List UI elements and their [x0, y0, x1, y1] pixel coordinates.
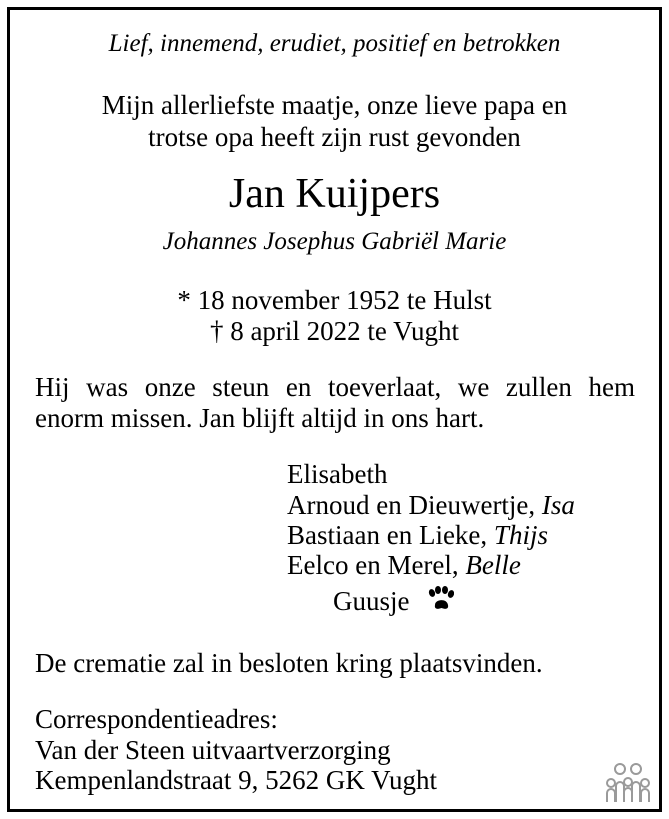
correspondence-label: Correspondentieadres: [35, 704, 278, 734]
death-date: † 8 april 2022 te Vught [209, 316, 460, 346]
tribute-line-2: enorm missen. Jan blijft altijd in ons hart. [35, 403, 485, 433]
tribute-line-1: Hij was onze steun en toeverlaat, we zullen hem [35, 372, 635, 402]
family-names: Arnoud en Dieuwertje, [287, 490, 542, 520]
family-member [287, 520, 548, 551]
family-names: Elisabeth [287, 459, 388, 489]
intro-line-1: Mijn allerliefste maatje, onze lieve papa en [101, 90, 568, 120]
birth-date: * 18 november 1952 te Hulst [177, 285, 492, 315]
grandchild-name: Thijs [493, 520, 548, 550]
family-member [287, 459, 387, 490]
grandchild-name: Isa [541, 490, 575, 520]
family-logo-icon [604, 762, 652, 804]
deceased-name: Jan Kuijpers [228, 171, 441, 217]
family-member [287, 490, 575, 521]
family-names: Bastiaan en Lieke, [287, 520, 494, 550]
pet-name: Guusje [333, 586, 410, 616]
motto: Lief, innemend, erudiet, positief en betrokken [108, 30, 561, 57]
deceased-full-name: Johannes Josephus Gabriël Marie [162, 228, 507, 255]
correspondence-company: Van der Steen uitvaartverzorging [35, 735, 391, 765]
correspondence-address: Kempenlandstraat 9, 5262 GK Vught [35, 765, 438, 795]
family-names: Eelco en Merel, [287, 550, 466, 580]
intro-line-2: trotse opa heeft zijn rust gevonden [148, 122, 521, 152]
grandchild-name: Belle [465, 550, 521, 580]
paw-icon [426, 586, 454, 614]
cremation-notice: De crematie zal in besloten kring plaatsvinden. [35, 648, 543, 678]
family-member [287, 550, 521, 581]
